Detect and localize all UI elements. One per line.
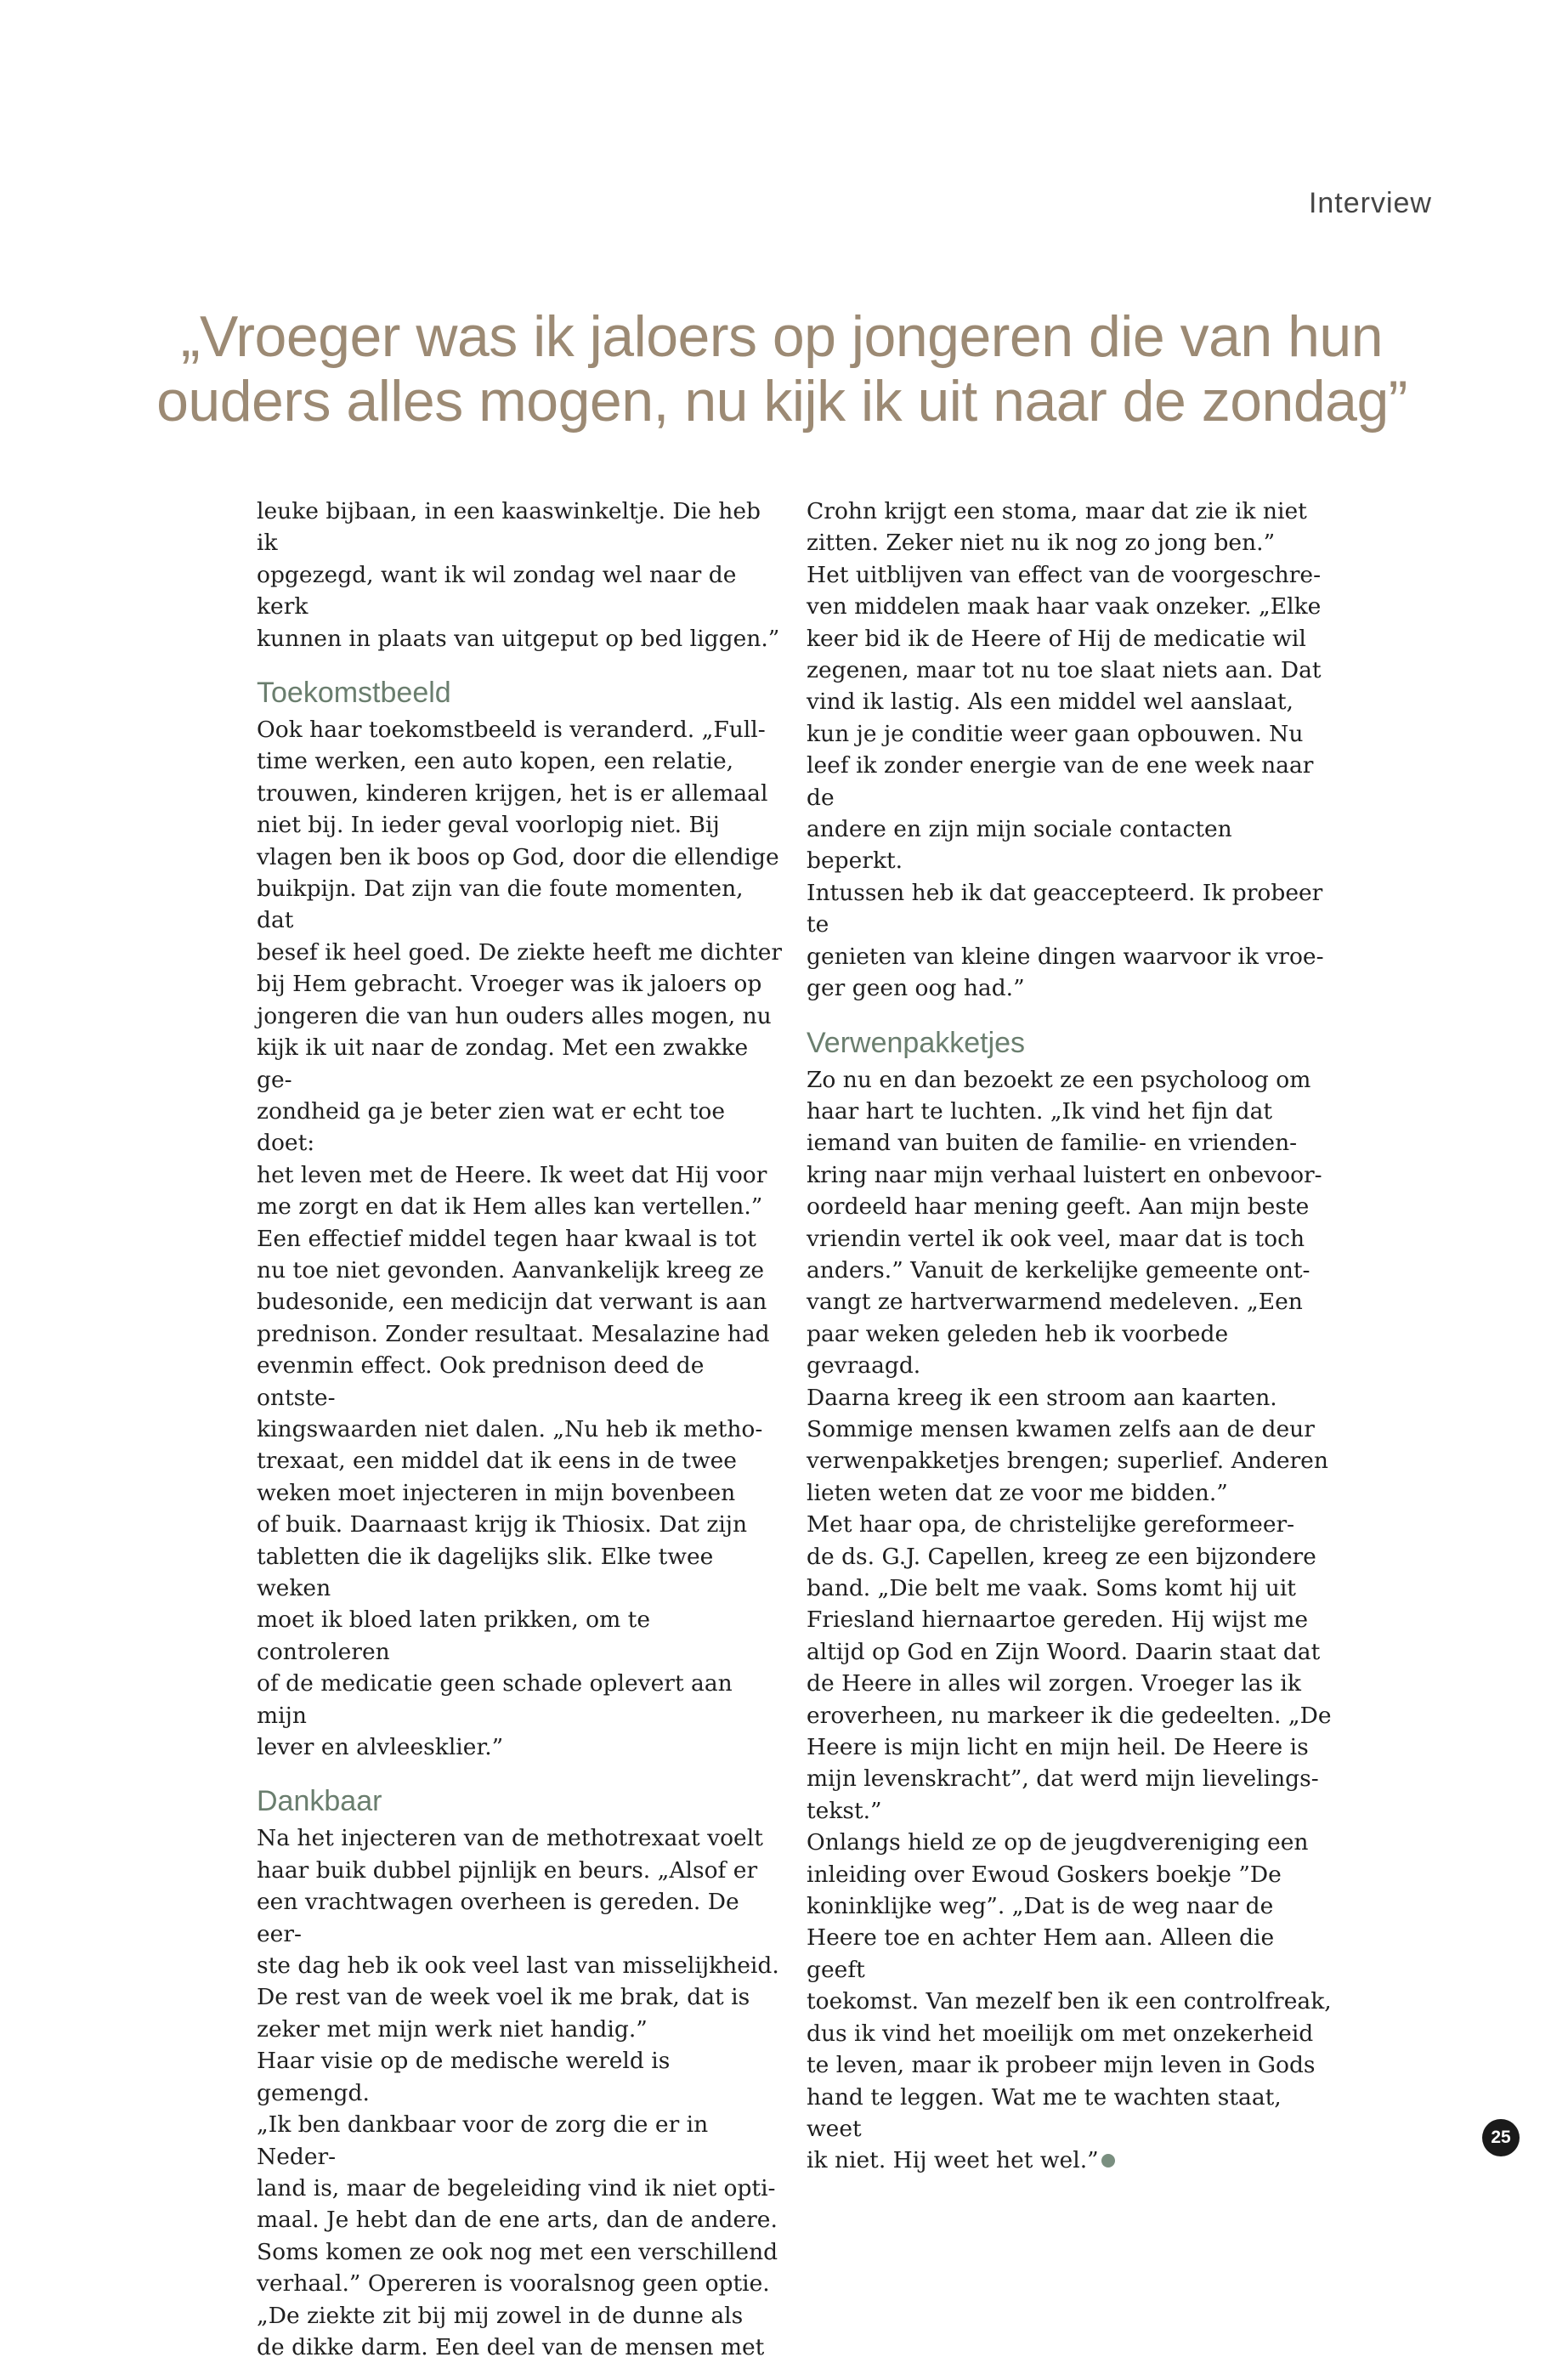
section-label: Interview — [1308, 187, 1432, 219]
article-end-dot-icon — [1101, 2154, 1115, 2168]
pull-quote: „Vroeger was ik jaloers op jongeren die van hun ouders alles mogen, nu kijk ik uit naar de zondag” — [156, 304, 1407, 434]
heading-toekomstbeeld: Toekomstbeeld — [257, 677, 451, 710]
paragraph-toekomstbeeld: Ook haar toekomstbeeld is veranderd. „Full- time werken, een auto kopen, een relatie, trouwen, kinderen krijgen, het is er allemaal niet bij. In ieder geval voorlopig niet. Bij vlagen ben ik boos op God, door die ellendige buikpijn. Dat zijn van die foute momenten, dat besef ik heel goed. De ziekte heeft me dichter bij Hem gebracht. Vroeger was ik jaloers op jongeren die van hun ouders alles mogen, nu kijk ik uit naar de zondag. Met een zwakke ge- zondheid ga je beter zien wat er echt toe doet: het leven met de Heere. Ik weet dat Hij voor me zorgt en dat ik Hem alles kan vertellen.” Een effectief middel tegen haar kwaal is tot nu toe niet gevonden. Aanvankelijk kreeg ze budesonide, een medicijn dat verwant is aan prednison. Zonder resultaat. Mesalazine had evenmin effect. Ook prednison deed de ontste- kingswaarden niet dalen. „Nu heb ik metho- trexaat, een middel dat ik eens in de twee weken moet injecteren in mijn bovenbeen of buik. Daarnaast krijg ik Thiosix. Dat zijn tabletten die ik dagelijks slik. Elke twee weken moet ik bloed laten prikken, om te controleren of de medicatie geen schade oplevert aan mijn lever en alvleesklier.” — [257, 717, 783, 1761]
paragraph-dankbaar: Na het injecteren van de methotrexaat voelt haar buik dubbel pijnlijk en beurs. „Alsof er een vrachtwagen overheen is gereden. De eer- ste dag heb ik ook veel last van misselijkheid. De rest van de week voel ik me brak, dat is zeker met mijn werk niet handig.” Haar visie op de medische wereld is gemengd. „Ik ben dankbaar voor de zorg die er in Neder- land is, maar de begeleiding vind ik niet opti- maal. Je hebt dan de ene arts, dan de andere. Soms komen ze ook nog met een verschillend verhaal.” Opereren is vooralsnog geen optie. „De ziekte zit bij mij zowel in de dunne als de dikke darm. Een deel van de mensen met — [257, 1825, 779, 2360]
heading-dankbaar: Dankbaar — [257, 1785, 382, 1818]
right-column — [807, 496, 1333, 2177]
left-column — [257, 496, 784, 2363]
page-number-badge: 25 — [1482, 2119, 1520, 2156]
paragraph-verwenpakketjes-wrapper — [807, 1064, 1333, 2177]
paragraph-verwenpakketjes: Zo nu en dan bezoekt ze een psycholoog om haar hart te luchten. „Ik vind het fijn dat iemand van buiten de familie- en vrienden- kring naar mijn verhaal luistert en onbevoor- oordeeld haar mening geeft. Aan mijn beste vriendin vertel ik ook veel, maar dat is toch anders.” Vanuit de kerkelijke gemeente ont- vangt ze hartverwarmend medeleven. „Een paar weken geleden heb ik voorbede gevraagd. Daarna kreeg ik een stroom aan kaarten. Sommige mensen kwamen zelfs aan de deur verwenpakketjes brengen; superlief. Anderen lieten weten dat ze voor me bidden.” Met haar opa, de christelijke gereformeer- de ds. G.J. Capellen, kreeg ze een bijzondere band. „Die belt me vaak. Soms komt hij uit Friesland hiernaartoe gereden. Hij wijst me altijd op God en Zijn Woord. Daarin staat dat de Heere in alles wil zorgen. Vroeger las ik eroverheen, nu markeer ik die gedeelten. „De Heere is mijn licht en mijn heil. De Heere is mijn levenskracht”, dat werd mijn lievelings- tekst.” Onlangs hield ze op de jeugdvereniging een inleiding over Ewoud Goskers boekje ”De koninklijke weg”. „Dat is de weg naar de Heere toe en achter Hem aan. Alleen die geeft toekomst. Van mezelf ben ik een controlfreak, dus ik vind het moeilijk om met onzekerheid te leven, maar ik probeer mijn leven in Gods hand te leggen. Wat me te wachten staat, weet ik niet. Hij weet het wel.” — [807, 1066, 1332, 2174]
heading-verwenpakketjes: Verwenpakketjes — [807, 1026, 1026, 1059]
right-intro-paragraph: Crohn krijgt een stoma, maar dat zie ik niet zitten. Zeker niet nu ik nog zo jong ben.” Het uitblijven van effect van de voorgeschre- ven middelen maak haar vaak onzeker. „Elke keer bid ik de Heere of Hij de medicatie wil zegenen, maar tot nu toe slaat niets aan. Dat vind ik lastig. Als een middel wel aanslaat, kun je je conditie weer gaan opbouwen. Nu leef ik zonder energie van de ene week naar de andere en zijn mijn sociale contacten beperkt. Intussen heb ik dat geaccepteerd. Ik probeer te genieten van kleine dingen waarvoor ik vroe- ger geen oog had.” — [807, 498, 1324, 1002]
left-intro-paragraph: leuke bijbaan, in een kaaswinkeltje. Die heb ik opgezegd, want ik wil zondag wel naar de kerk kunnen in plaats van uitgeput op bed liggen.” — [257, 498, 780, 652]
